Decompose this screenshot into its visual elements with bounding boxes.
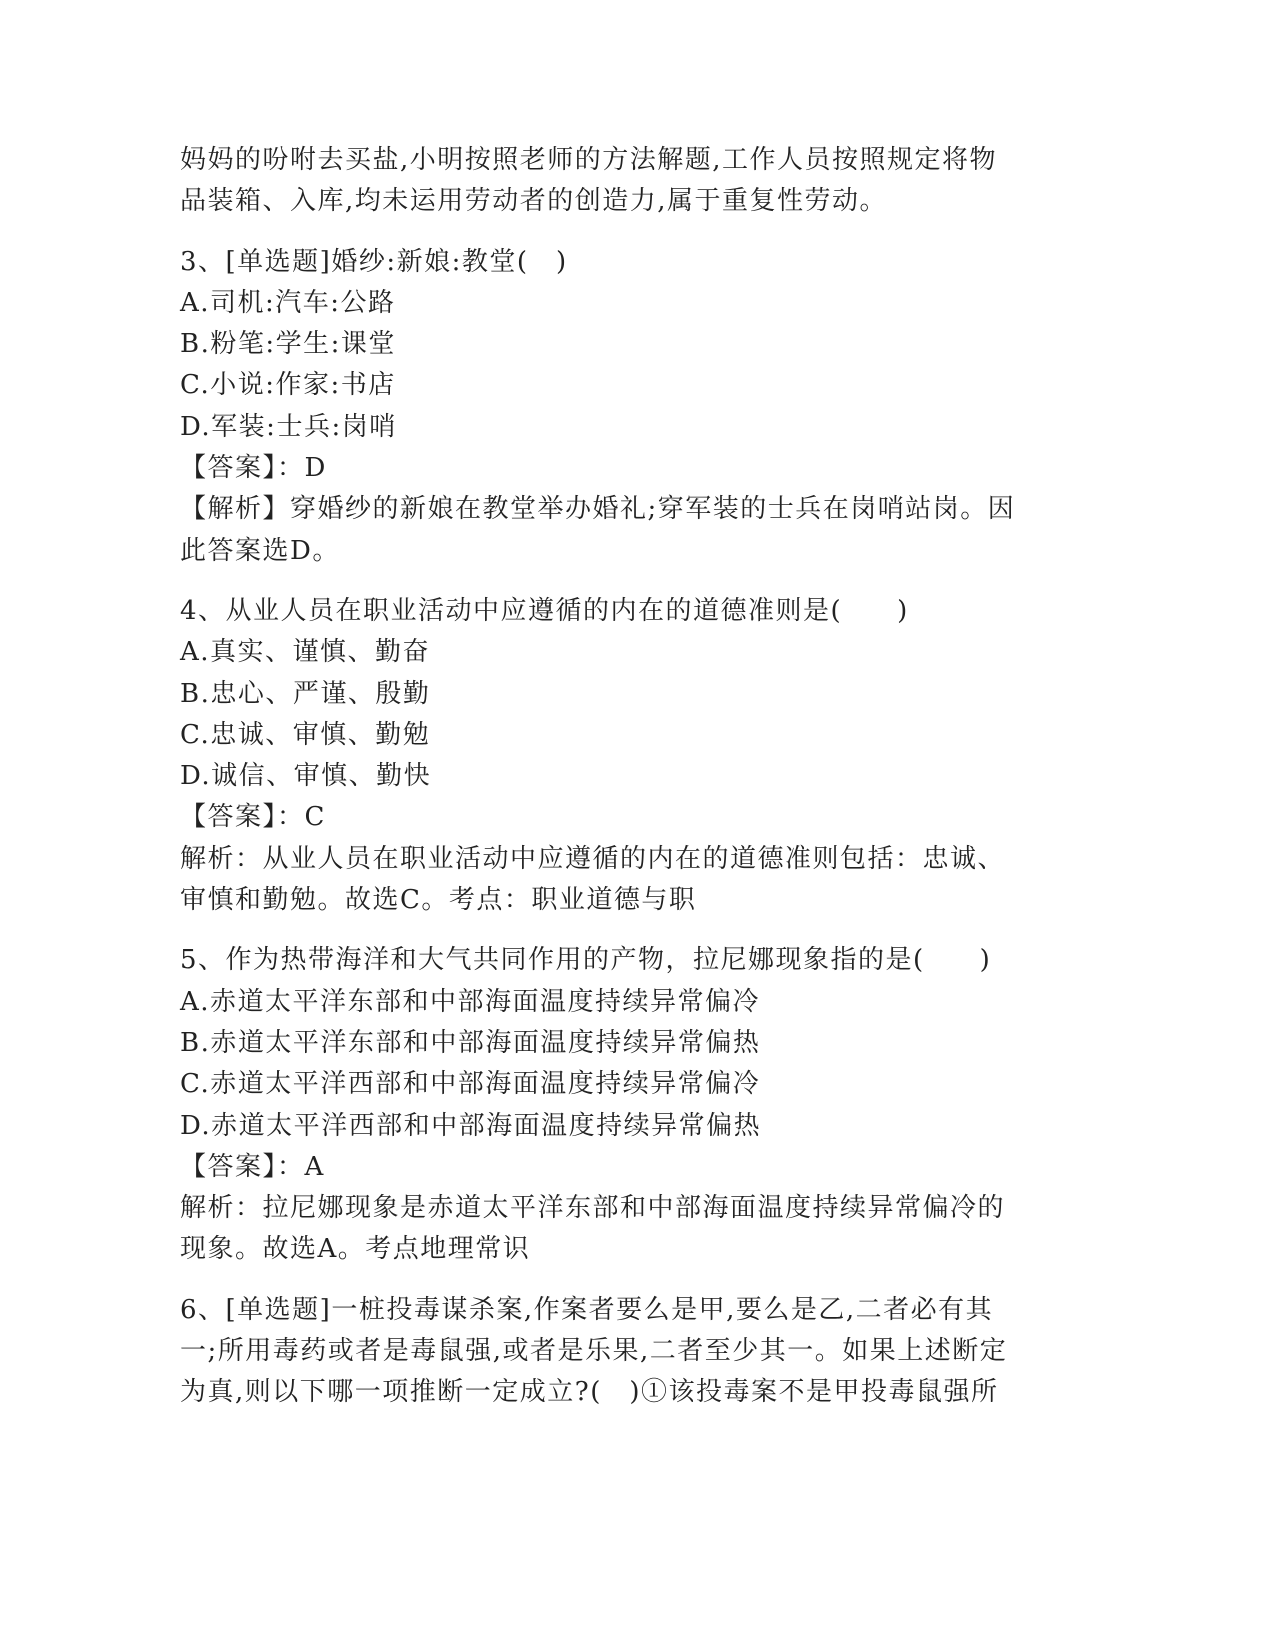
question-4 xyxy=(180,591,1060,921)
analysis-line: 此答案选D。 xyxy=(180,535,340,566)
question-text-line: 一;所用毒药或者是毒鼠强,或者是乐果,二者至少其一。如果上述断定 xyxy=(180,1336,1008,1367)
option-c: C.忠诚、审慎、勤勉 xyxy=(180,719,431,750)
question-text-line: 为真,则以下哪一项推断一定成立?( )①该投毒案不是甲投毒鼠强所 xyxy=(180,1377,999,1408)
option-c: C.赤道太平洋西部和中部海面温度持续异常偏冷 xyxy=(180,1069,761,1100)
option-c: C.小说:作家:书店 xyxy=(180,370,396,401)
answer: 【答案】：D xyxy=(180,453,327,484)
analysis-line: 现象。故选A。考点地理常识 xyxy=(180,1234,531,1265)
document-page xyxy=(180,140,1060,1433)
question-text: 5、作为热带海洋和大气共同作用的产物，拉尼娜现象指的是( ) xyxy=(180,945,992,976)
question-3 xyxy=(180,242,1060,572)
intro-line: 品装箱、入库,均未运用劳动者的创造力,属于重复性劳动。 xyxy=(180,186,888,217)
option-d: D.赤道太平洋西部和中部海面温度持续异常偏热 xyxy=(180,1110,762,1141)
analysis-line: 审慎和勤勉。故选C。考点：职业道德与职 xyxy=(180,885,697,916)
question-text-line: 6、[单选题]一桩投毒谋杀案,作案者要么是甲,要么是乙,二者必有其 xyxy=(180,1294,994,1325)
question-5 xyxy=(180,940,1060,1270)
option-b: B.赤道太平洋东部和中部海面温度持续异常偏热 xyxy=(180,1027,761,1058)
option-b: B.粉笔:学生:课堂 xyxy=(180,329,396,360)
question-6 xyxy=(180,1290,1060,1414)
answer: 【答案】：A xyxy=(180,1151,325,1182)
option-a: A.真实、谨慎、勤奋 xyxy=(180,637,431,668)
answer: 【答案】：C xyxy=(180,802,326,833)
option-d: D.诚信、审慎、勤快 xyxy=(180,761,432,792)
option-b: B.忠心、严谨、殷勤 xyxy=(180,678,431,709)
intro-paragraph xyxy=(180,140,1060,223)
analysis-line: 【解析】穿婚纱的新娘在教堂举办婚礼;穿军装的士兵在岗哨站岗。因 xyxy=(180,494,1016,525)
option-d: D.军装:士兵:岗哨 xyxy=(180,411,397,442)
analysis-line: 解析：从业人员在职业活动中应遵循的内在的道德准则包括：忠诚、 xyxy=(180,843,1006,874)
question-text: 4、从业人员在职业活动中应遵循的内在的道德准则是( ) xyxy=(180,595,909,626)
question-text: 3、[单选题]婚纱:新娘:教堂( ) xyxy=(180,246,568,277)
option-a: A.赤道太平洋东部和中部海面温度持续异常偏冷 xyxy=(180,986,761,1017)
option-a: A.司机:汽车:公路 xyxy=(180,287,396,318)
analysis-line: 解析：拉尼娜现象是赤道太平洋东部和中部海面温度持续异常偏冷的 xyxy=(180,1193,1006,1224)
intro-line: 妈妈的吩咐去买盐,小明按照老师的方法解题,工作人员按照规定将物 xyxy=(180,145,998,175)
